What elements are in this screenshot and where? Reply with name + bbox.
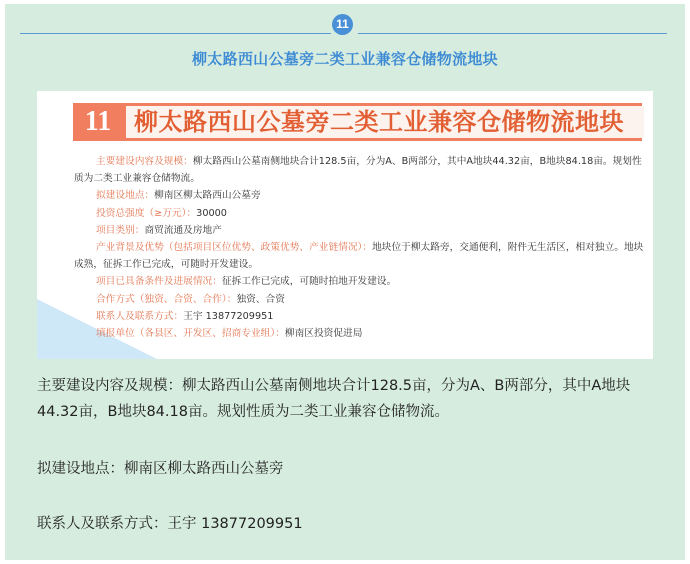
- info-value: 征拆工作已完成，可随时拍地开发建设。: [221, 276, 397, 288]
- info-row-cooperation: [74, 291, 646, 308]
- info-label: 投资总强度（≥万元）：: [96, 207, 197, 219]
- info-value: 柳南区柳太路西山公墓旁: [154, 190, 261, 202]
- paragraph-contact: 联系人及联系方式：王宇 13877209951: [37, 516, 303, 532]
- info-value: 柳太路西山公墓南侧地块合计128.5亩，分为A、B两部分，其中A地块44.32亩，B地块84.18亩。规划性质为二类工业兼容仓储物流。: [74, 156, 642, 185]
- info-label: 主要建设内容及规模：: [96, 156, 193, 167]
- section-title: 柳太路西山公墓旁二类工业兼容仓储物流地块: [191, 50, 498, 68]
- info-value: 30000: [196, 207, 227, 219]
- paragraph-scale: 主要建设内容及规模：柳太路西山公墓南侧地块合计128.5亩，分为A、B两部分，其中A地块44.32亩，B地块84.18亩。规划性质为二类工业兼容仓储物流。: [37, 378, 631, 420]
- info-label: 项目已具备条件及进展情况：: [96, 276, 222, 288]
- header-divider-right: [358, 33, 667, 34]
- card-header: [73, 103, 642, 141]
- info-label: 拟建设地点：: [96, 190, 155, 202]
- project-info-image: [37, 91, 653, 359]
- info-row-scale: [74, 153, 646, 187]
- info-label: 填报单位（各县区、开发区、招商专业组）：: [96, 328, 285, 340]
- paragraph-location: 拟建设地点：柳南区柳太路西山公墓旁: [37, 461, 284, 477]
- info-value: 商贸流通及房地产: [144, 224, 222, 236]
- info-value: 地块位于柳太路旁，交通便利，附件无生活区，相对独立。地块成熟，征拆工作已完成，可随时开发建设。: [74, 242, 644, 271]
- info-row-contact: [74, 308, 646, 325]
- card-title: 柳太路西山公墓旁二类工业兼容仓储物流地块: [126, 106, 644, 138]
- info-value: 柳南区投资促进局: [284, 328, 363, 340]
- info-row-progress: [74, 273, 646, 290]
- info-row-location: [74, 187, 646, 204]
- info-value: 王宇 13877209951: [183, 310, 274, 322]
- info-value: 独资、合资: [236, 293, 285, 305]
- card-body: [74, 153, 646, 342]
- info-row-advantages: [74, 239, 646, 273]
- info-row-category: [74, 222, 646, 239]
- info-label: 合作方式（独资、合资、合作）：: [96, 293, 237, 305]
- info-row-reporter: [74, 325, 646, 342]
- info-row-investment: [74, 205, 646, 222]
- info-label: 项目类别：: [96, 224, 145, 236]
- header-divider-left: [20, 33, 331, 34]
- info-label: 产业背景及优势（包括项目区位优势、政策优势、产业链情况）：: [96, 242, 373, 254]
- info-label: 联系人及联系方式：: [96, 310, 184, 322]
- card-number: 11: [73, 103, 123, 141]
- section-number-badge: 11: [332, 14, 353, 35]
